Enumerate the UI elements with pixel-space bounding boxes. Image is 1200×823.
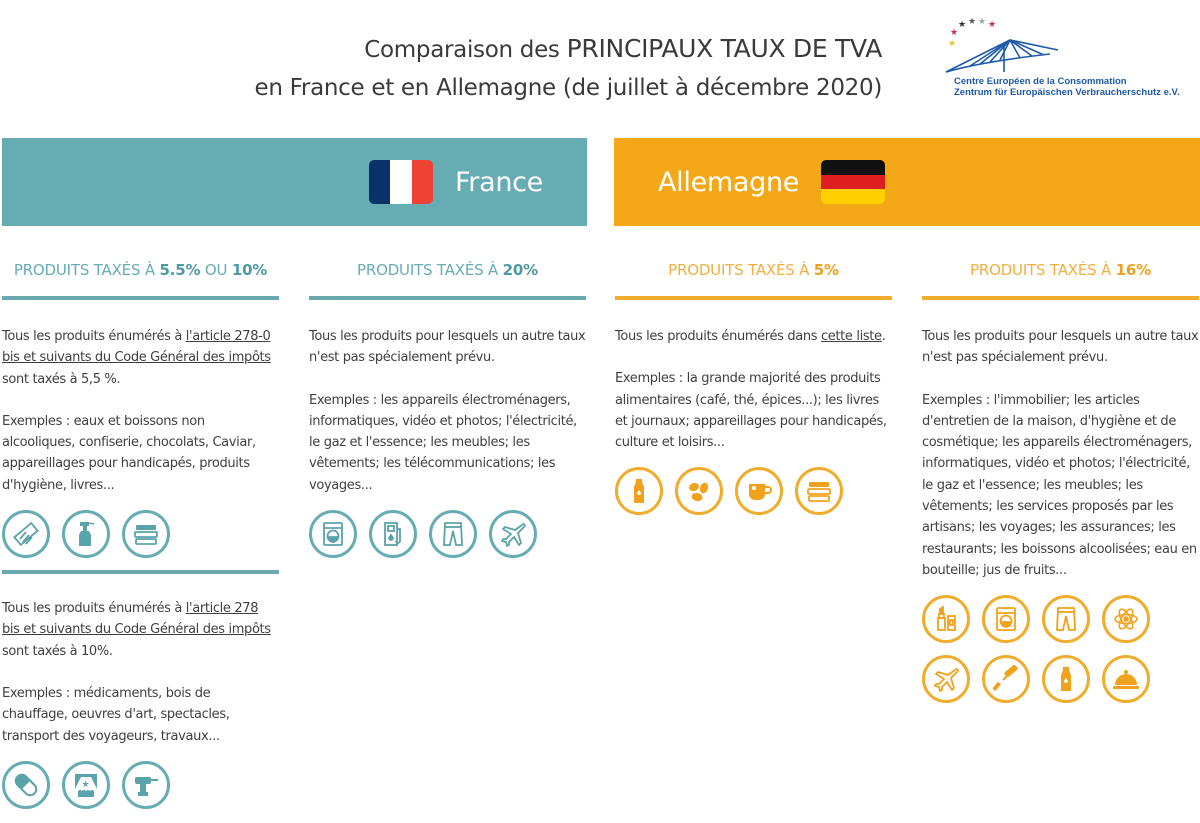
- svg-text:★: ★: [950, 28, 959, 38]
- examples: Exemples : les appareils électroménagers, informatiques, vidéo et photos; l'électricité, le gaz et l'essence; les meubles; les vêtements; les télécommunications; les voyages...: [309, 392, 577, 493]
- bottle-icon: [1042, 655, 1090, 703]
- airplane-icon: [922, 655, 970, 703]
- coffee-beans-icon: [675, 467, 723, 515]
- link-article-278-0-bis[interactable]: l'article 278-0 bis et suivants du Code Général des impôts: [2, 329, 271, 366]
- trousers-icon: [429, 510, 477, 558]
- cec-logo: [940, 14, 1190, 104]
- column-france-reduced: [2, 250, 279, 809]
- text: sont taxés à 10%.: [2, 643, 113, 659]
- text: Tous les produits énumérés à: [2, 329, 186, 344]
- column-germany-reduced: [615, 250, 892, 515]
- heading-rate: 20%: [502, 261, 538, 279]
- column-germany-standard: [922, 250, 1199, 703]
- logo-line-1: Centre Européen de la Consommation: [954, 76, 1127, 87]
- column-heading: [309, 250, 586, 290]
- country-name-france: France: [455, 166, 543, 198]
- icon-row: [2, 510, 279, 558]
- column-heading: [615, 250, 892, 290]
- washing-machine-icon: [309, 510, 357, 558]
- description: Tous les produits pour lesquels un autre taux n'est pas spécialement prévu.: [309, 329, 586, 366]
- candy-bar-icon: [2, 510, 50, 558]
- heading-prefix: PRODUITS TAXÉS À: [357, 261, 503, 279]
- column-heading: [2, 250, 279, 290]
- examples: Exemples : la grande majorité des produits alimentaires (café, thé, épices...); les livres et journaux; appareillages pour handicapés, culture et loisirs...: [615, 371, 887, 451]
- description: [615, 326, 892, 347]
- country-name-germany: Allemagne: [658, 166, 800, 198]
- divider: [2, 570, 279, 574]
- description: Tous les produits pour lesquels un autre taux n'est pas spécialement prévu.: [922, 329, 1199, 366]
- heading-prefix: PRODUITS TAXÉS À: [668, 261, 814, 279]
- divider: [922, 296, 1199, 300]
- pill-icon: [2, 761, 50, 809]
- text: .: [881, 329, 886, 344]
- title-prefix: Comparaison des: [364, 37, 567, 63]
- text: sont taxés à 5,5 %.: [2, 371, 121, 387]
- description: [2, 598, 279, 662]
- divider: [309, 296, 586, 300]
- lipstick-icon: [922, 595, 970, 643]
- heading-rate: 16%: [1115, 261, 1151, 279]
- paint-roller-icon: [982, 655, 1030, 703]
- icon-row: [309, 510, 586, 558]
- text: Tous les produits énumérés dans: [615, 329, 821, 344]
- icon-grid: [922, 595, 1162, 703]
- examples: Exemples : l'immobilier; les articles d'entretien de la maison, d'hygiène et de cosmétique; les appareils électroménagers, informatiques, vidéo et photos; l'électricité, le gaz et l'essence; les meubles; les vêtements; les services proposés par les artisans; les voyages; les assurances; les restaurants; les boissons alcoolisées; eau en bouteille; jus de fruits...: [922, 392, 1197, 578]
- column-france-standard: [309, 250, 586, 558]
- svg-text:★: ★: [968, 17, 977, 27]
- divider: [2, 296, 279, 300]
- icon-row: [2, 761, 279, 809]
- trousers-icon: [1042, 595, 1090, 643]
- logo-text: [954, 76, 1180, 98]
- title-line-2: en France et en Allemagne (de juillet à décembre 2020): [254, 75, 882, 101]
- svg-text:★: ★: [948, 39, 957, 49]
- fuel-pump-icon: [369, 510, 417, 558]
- link-cette-liste[interactable]: cette liste: [820, 329, 882, 344]
- logo-line-2: Zentrum für Europäischen Verbraucherschutz e.V.: [954, 87, 1180, 98]
- column-heading: [922, 250, 1199, 290]
- cup-icon: [735, 467, 783, 515]
- title-strong: PRINCIPAUX TAUX DE TVA: [566, 34, 882, 63]
- cloche-icon: [1102, 655, 1150, 703]
- icon-row: [615, 467, 892, 515]
- svg-text:★: ★: [988, 20, 997, 30]
- books-icon: [795, 467, 843, 515]
- divider: [615, 296, 892, 300]
- banner-germany: [614, 138, 1200, 226]
- flag-germany-icon: [821, 160, 885, 204]
- heading-rate: 5%: [813, 261, 839, 279]
- theater-stage-icon: [62, 761, 110, 809]
- heading-rate: 10%: [231, 261, 268, 279]
- svg-text:★: ★: [978, 17, 987, 27]
- atom-icon: [1102, 595, 1150, 643]
- description: [2, 326, 279, 390]
- airplane-icon: [489, 510, 537, 558]
- washing-machine-icon: [982, 595, 1030, 643]
- power-drill-icon: [122, 761, 170, 809]
- examples: Exemples : médicaments, bois de chauffage, oeuvres d'art, spectacles, transport des voyageurs, travaux...: [2, 685, 230, 744]
- flag-france-icon: [369, 160, 433, 204]
- banner-france: [2, 138, 587, 226]
- bottle-icon: [615, 467, 663, 515]
- heading-prefix: PRODUITS TAXÉS À: [13, 261, 160, 279]
- examples: Exemples : eaux et boissons non alcooliques, confiserie, chocolats, Caviar, appareillages pour handicapés, produits d'hygiène, livres...: [2, 413, 256, 493]
- heading-prefix: PRODUITS TAXÉS À: [970, 261, 1116, 279]
- text: Tous les produits énumérés à: [2, 601, 186, 617]
- title-line-1: [255, 30, 882, 69]
- heading-rate: 5.5%: [159, 261, 201, 279]
- svg-text:★: ★: [958, 20, 967, 30]
- spray-bottle-icon: [62, 510, 110, 558]
- page-title: [255, 30, 882, 107]
- link-article-278-bis[interactable]: l'article 278 bis et suivants du Code Général des impôts: [2, 601, 271, 638]
- bridge-stars-logo-icon: [940, 14, 1070, 76]
- heading-mid: OU: [200, 261, 232, 279]
- books-icon: [122, 510, 170, 558]
